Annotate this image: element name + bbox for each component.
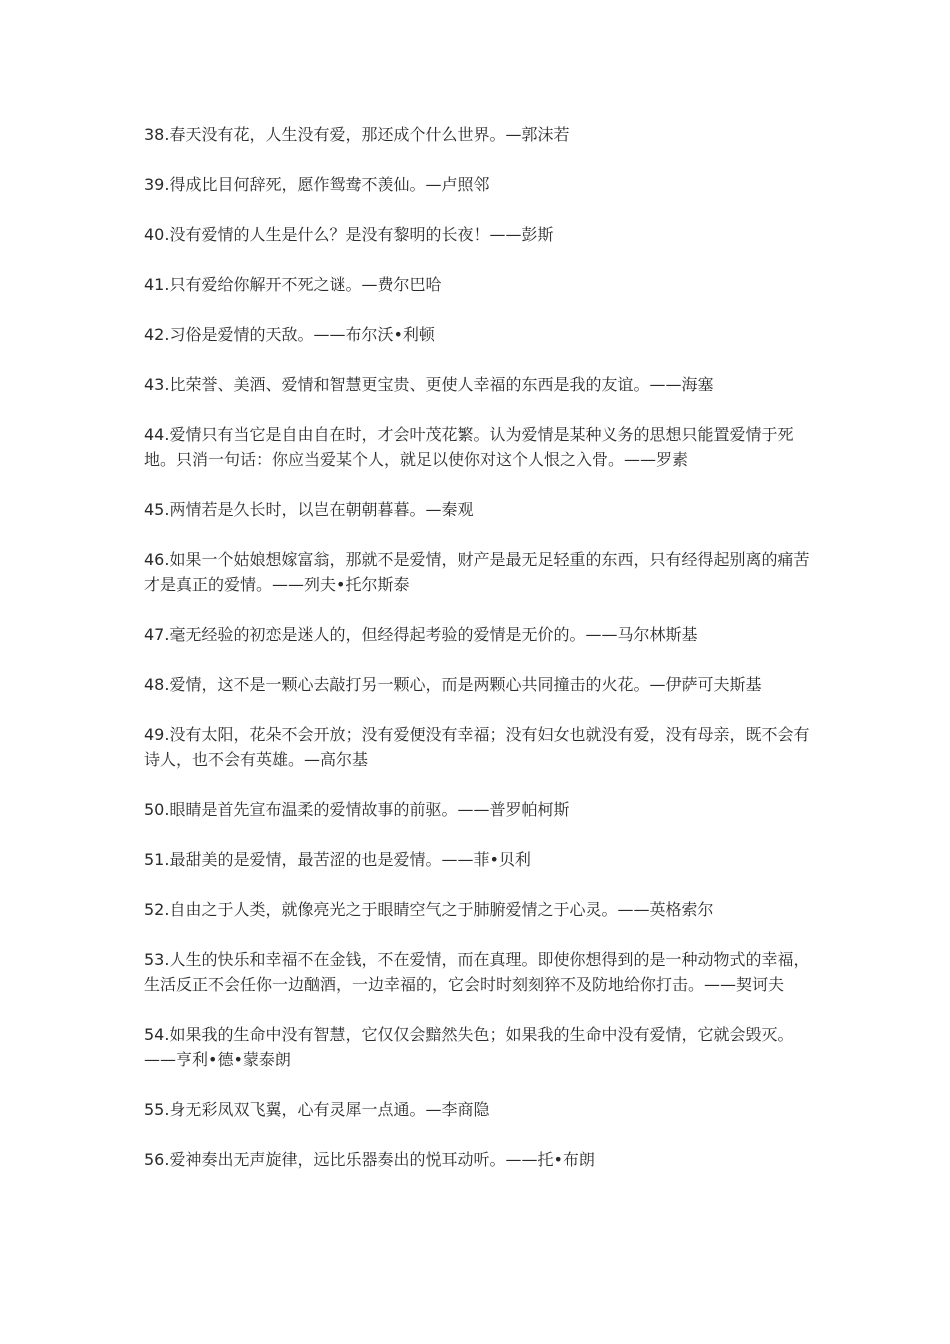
quote-39: 39.得成比目何辞死，愿作鸳鸯不羡仙。—卢照邻 — [144, 175, 490, 194]
quote-49: 49.没有太阳，花朵不会开放；没有爱便没有幸福；没有妇女也就没有爱，没有母亲，既不会有诗人，也不会有英雄。—高尔基 — [144, 725, 810, 769]
quote-53: 53.人生的快乐和幸福不在金钱，不在爱情，而在真理。即使你想得到的是一种动物式的幸福，生活反正不会任你一边酗酒，一边幸福的，它会时时刻刻猝不及防地给你打击。——契诃夫 — [144, 950, 810, 994]
quote-40: 40.没有爱情的人生是什么？是没有黎明的长夜！——彭斯 — [144, 225, 554, 244]
quote-48: 48.爱情，这不是一颗心去敲打另一颗心，而是两颗心共同撞击的火花。—伊萨可夫斯基 — [144, 675, 762, 694]
quote-51: 51.最甜美的是爱情，最苦涩的也是爱情。——菲•贝利 — [144, 850, 531, 869]
quote-46: 46.如果一个姑娘想嫁富翁，那就不是爱情，财产是最无足轻重的东西，只有经得起别离的痛苦才是真正的爱情。——列夫•托尔斯泰 — [144, 550, 810, 594]
quote-43: 43.比荣誉、美酒、爱情和智慧更宝贵、更使人幸福的东西是我的友谊。——海塞 — [144, 375, 714, 394]
quote-44: 44.爱情只有当它是自由自在时，才会叶茂花繁。认为爱情是某种义务的思想只能置爱情于死地。只消一句话：你应当爱某个人，就足以使你对这个人恨之入骨。——罗素 — [144, 425, 794, 469]
quote-list — [144, 122, 820, 1197]
quote-56: 56.爱神奏出无声旋律，远比乐器奏出的悦耳动听。——托•布朗 — [144, 1150, 595, 1169]
quote-38: 38.春天没有花，人生没有爱，那还成个什么世界。—郭沫若 — [144, 125, 570, 144]
quote-47: 47.毫无经验的初恋是迷人的，但经得起考验的爱情是无价的。——马尔林斯基 — [144, 625, 698, 644]
quote-45: 45.两情若是久长时，以岂在朝朝暮暮。—秦观 — [144, 500, 474, 519]
quote-42: 42.习俗是爱情的天敌。——布尔沃•利顿 — [144, 325, 435, 344]
quote-41: 41.只有爱给你解开不死之谜。—费尔巴哈 — [144, 275, 442, 294]
quote-52: 52.自由之于人类，就像亮光之于眼睛空气之于肺腑爱情之于心灵。——英格索尔 — [144, 900, 714, 919]
quote-50: 50.眼睛是首先宣布温柔的爱情故事的前驱。——普罗帕柯斯 — [144, 800, 570, 819]
quote-55: 55.身无彩凤双飞翼，心有灵犀一点通。—李商隐 — [144, 1100, 490, 1119]
quote-54: 54.如果我的生命中没有智慧，它仅仅会黯然失色；如果我的生命中没有爱情，它就会毁灭。——亨利•德•蒙泰朗 — [144, 1025, 794, 1069]
